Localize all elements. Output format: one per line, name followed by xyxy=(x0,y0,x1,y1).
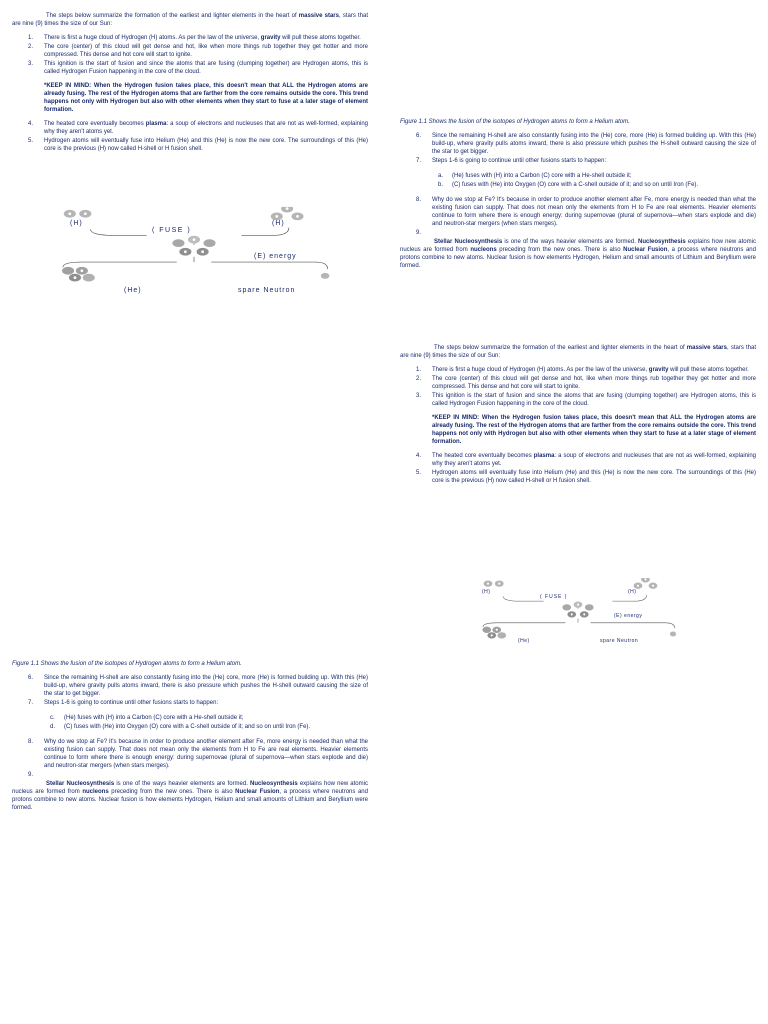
bold-term: Stellar Nucleosynthesis xyxy=(46,781,115,787)
step-number: 1. xyxy=(28,35,34,41)
keep-in-mind-note: *KEEP IN MIND: When the Hydrogen fusion takes place, this doesn't mean that ALL the Hydrogen atoms are already fusing. The rest of the Hydrogen atoms that are farther from the core remains outside the core. This trend happens not only with Hydrogen but also with other elements when they start to fuse at a later stage of element formation. xyxy=(44,83,368,113)
sub-step-text: (He) fuses with (H) into a Carbon (C) core with a He-shell outside it; xyxy=(452,173,632,179)
step-number: 6. xyxy=(28,675,34,681)
step-text: Steps 1-6 is going to continue until other fusions starts to happen: xyxy=(432,158,607,164)
sub-steps-list xyxy=(400,172,756,189)
intro-bold: massive stars xyxy=(686,345,727,351)
step-number: 2. xyxy=(28,44,34,50)
figure-caption: Figure 1.1 Shows the fusion of the isotopes of Hydrogen atoms to form a Helium atom. xyxy=(12,661,242,667)
bold-term: Nuclear Fusion xyxy=(623,247,668,253)
label-spare-neutron: spare Neutron xyxy=(600,638,639,644)
step-text: The core (center) of this cloud will get dense and hot, like when more things rub together they get hotter and more compressed. This dense and hot core will start to ignite. xyxy=(432,376,756,390)
para-text: explains how new atomic nucleus are formed from xyxy=(400,239,756,253)
label-energy: (E) energy xyxy=(614,613,643,619)
step-1 xyxy=(400,366,756,374)
para-text: , a process where neutrons and protons combine to new atoms. Nuclear fusion is how elements Hydrogen, Helium and small amounts of Lithium and Beryllium were formed. xyxy=(12,789,368,811)
step-text: Steps 1-6 is going to continue until other fusions starts to happen: xyxy=(44,700,219,706)
label-fuse: ( FUSE ) xyxy=(540,594,568,600)
step-text: The heated core eventually becomes xyxy=(432,453,534,459)
para-text: preceding from the new ones. There is also xyxy=(496,247,624,253)
bold-term: nucleons xyxy=(82,789,109,795)
intro-paragraph xyxy=(400,344,756,360)
step-text: This ignition is the start of fusion and since the atoms that are fusing (clumping together) are Hydrogen atoms, this is called Hydrogen Fusion happening in the core of the cloud. xyxy=(44,61,368,75)
sub-step-b xyxy=(400,181,756,189)
step-text: There is first a huge cloud of Hydrogen (H) atoms. As per the law of the universe, xyxy=(44,35,261,41)
steps-list-c xyxy=(400,132,756,165)
step-3 xyxy=(12,60,368,76)
steps-list-b xyxy=(400,452,756,485)
label-h-left: (H) xyxy=(70,220,83,227)
step-text-end: : a soup of electrons and nucleuses that are not as well-formed, explaining why they aren't atoms yet. xyxy=(44,121,368,135)
step-number: 9. xyxy=(28,772,34,778)
nucleosynthesis-paragraph xyxy=(12,780,368,812)
intro-text-end: , stars that are nine (9) times the size of our Sun: xyxy=(12,13,368,27)
step-number: 1. xyxy=(416,367,422,373)
sub-step-text: (C) fuses with (He) into Oxygen (O) core with a C-shell outside of it; and so on until Iron (Fe). xyxy=(64,724,311,730)
bold-term: Nuclear Fusion xyxy=(235,789,280,795)
step-number: 5. xyxy=(416,470,422,476)
label-h-right: (H) xyxy=(628,589,637,595)
step-6 xyxy=(400,132,756,156)
sub-step-text: (He) fuses with (H) into a Carbon (C) core with a He-shell outside it; xyxy=(64,715,244,721)
step-5 xyxy=(400,469,756,485)
steps-list-b xyxy=(12,120,368,153)
sub-step-d xyxy=(12,723,368,731)
right-column-bottom xyxy=(400,344,756,486)
sub-step-a xyxy=(400,172,756,180)
step-text: Since the remaining H-shell are also constantly fusing into the (He) core, more (He) is formed building up. With this (He) build-up, where gravity pulls atoms inward, there is also pressure which pushes the H-shell outward causing the size of the star to get bigger. xyxy=(44,675,368,697)
bold-term: nucleons xyxy=(470,247,497,253)
step-number: 4. xyxy=(28,121,34,127)
steps-list-a xyxy=(12,34,368,76)
step-8 xyxy=(12,738,368,770)
step-7 xyxy=(400,157,756,165)
para-text: , a process where neutrons and protons combine to new atoms. Nuclear fusion is how elements Hydrogen, Helium and small amounts of Lithium and Beryllium were formed. xyxy=(400,247,756,269)
para-text: is one of the ways heavier elements are formed. xyxy=(114,781,251,787)
step-4 xyxy=(400,452,756,468)
step-text: The core (center) of this cloud will get dense and hot, like when more things rub together they get hotter and more compressed. This dense and hot core will start to ignite. xyxy=(44,44,368,58)
step-text: There is first a huge cloud of Hydrogen (H) atoms. As per the law of the universe, xyxy=(432,367,649,373)
fusion-diagram-graphic xyxy=(56,204,332,296)
fusion-diagram-right xyxy=(478,578,678,648)
sub-step-letter: b. xyxy=(438,182,444,188)
steps-list-c xyxy=(12,674,368,707)
step-number: 6. xyxy=(416,133,422,139)
intro-text: The steps below summarize the formation of the earliest and lighter elements in the heart of xyxy=(46,13,299,19)
step-text: This ignition is the start of fusion and since the atoms that are fusing (clumping together) are Hydrogen atoms, this is called Hydrogen Fusion happening in the core of the cloud. xyxy=(432,393,756,407)
para-text: explains how new atomic nucleus are formed from xyxy=(12,781,368,795)
step-text-end: : a soup of electrons and nucleuses that are not as well-formed, explaining why they aren't atoms yet. xyxy=(432,453,756,467)
step-number: 5. xyxy=(28,138,34,144)
label-energy: (E) energy xyxy=(254,253,297,260)
step-number: 8. xyxy=(28,739,34,745)
step-text: Since the remaining H-shell are also constantly fusing into the (He) core, more (He) is formed building up. With this (He) build-up, where gravity pulls atoms inward, there is also pressure which pushes the H-shell outward causing the size of the star to get bigger. xyxy=(432,133,756,155)
label-spare-neutron: spare Neutron xyxy=(238,287,296,294)
intro-text-end: , stars that are nine (9) times the size of our Sun: xyxy=(400,345,756,359)
step-1 xyxy=(12,34,368,42)
step-number: 8. xyxy=(416,197,422,203)
step-number: 7. xyxy=(416,158,422,164)
intro-text: The steps below summarize the formation of the earliest and lighter elements in the heart of xyxy=(434,345,687,351)
step-2 xyxy=(12,43,368,59)
step-number: 9. xyxy=(416,230,422,236)
step-number: 7. xyxy=(28,700,34,706)
sub-step-letter: d. xyxy=(50,724,56,730)
label-h-right: (H) xyxy=(272,220,285,227)
step-text: The heated core eventually becomes xyxy=(44,121,146,127)
step-4 xyxy=(12,120,368,136)
sub-step-letter: a. xyxy=(438,173,444,179)
bold-term: Nucleosynthesis xyxy=(250,781,298,787)
step-text: Why do we stop at Fe? It's because in order to produce another element after Fe, more energy is needed than what the existing fusion can supply. That does not mean only the elements from H to Fe are real elements. Heavier elements continue to form where there is enough energy: during supernovae (plural of supernova—when stars explode and die) and neutron-star mergers (when stars merges). xyxy=(432,197,756,227)
step-number: 2. xyxy=(416,376,422,382)
step-text: Hydrogen atoms will eventually fuse into Helium (He) and this (He) is now the new core. The surroundings of this (He) core is the previous (H) now called H-shell or H fusion shell. xyxy=(44,138,368,152)
sub-step-letter: c. xyxy=(50,715,55,721)
left-column-top xyxy=(12,12,368,154)
step-bold: plasma xyxy=(145,121,167,127)
step-text: Why do we stop at Fe? It's because in order to produce another element after Fe, more energy is needed than what the existing fusion can supply. That does not mean only the elements from H to Fe are real elements. Heavier elements continue to form where there is enough energy: during supernovae (plural of supernova—when stars explode and die) and neutron-star mergers (when stars merges). xyxy=(44,739,368,769)
sub-steps-list xyxy=(12,714,368,731)
steps-list-a xyxy=(400,366,756,408)
step-number: 3. xyxy=(416,393,422,399)
step-2 xyxy=(400,375,756,391)
steps-list-d xyxy=(12,738,368,779)
step-8 xyxy=(400,196,756,228)
step-7 xyxy=(12,699,368,707)
step-bold: gravity xyxy=(260,35,281,41)
label-helium: (He) xyxy=(124,287,142,294)
intro-bold: massive stars xyxy=(298,13,339,19)
keep-in-mind-note: *KEEP IN MIND: When the Hydrogen fusion takes place, this doesn't mean that ALL the Hydrogen atoms are already fusing. The rest of the Hydrogen atoms that are farther from the core remains outside the core. This trend happens not only with Hydrogen but also with other elements when they start to fuse at a later stage of element formation. xyxy=(432,415,756,445)
bold-term: Stellar Nucleosynthesis xyxy=(434,239,503,245)
intro-paragraph xyxy=(12,12,368,28)
label-h-left: (H) xyxy=(482,589,491,595)
right-column-top xyxy=(400,118,756,270)
left-column-bottom xyxy=(12,660,368,812)
sub-step-text: (C) fuses with (He) into Oxygen (O) core with a C-shell outside of it; and so on until Iron (Fe). xyxy=(452,182,699,188)
step-number: 3. xyxy=(28,61,34,67)
step-text-end: will pull these atoms together. xyxy=(280,35,361,41)
step-3 xyxy=(400,392,756,408)
figure-caption: Figure 1.1 Shows the fusion of the isotopes of Hydrogen atoms to form a Helium atom. xyxy=(400,119,630,125)
nucleosynthesis-paragraph xyxy=(400,238,756,270)
step-text: Hydrogen atoms will eventually fuse into Helium (He) and this (He) is now the new core. The surroundings of this (He) core is the previous (H) now called H-shell or H fusion shell. xyxy=(432,470,756,484)
fusion-diagram-left xyxy=(56,204,332,296)
step-bold: gravity xyxy=(648,367,669,373)
para-text: preceding from the new ones. There is also xyxy=(108,789,236,795)
step-bold: plasma xyxy=(533,453,555,459)
step-9 xyxy=(12,771,368,779)
fusion-diagram-graphic xyxy=(478,578,678,648)
bold-term: Nucleosynthesis xyxy=(638,239,686,245)
sub-step-c xyxy=(12,714,368,722)
step-6 xyxy=(12,674,368,698)
step-number: 4. xyxy=(416,453,422,459)
step-text-end: will pull these atoms together. xyxy=(668,367,749,373)
steps-list-d xyxy=(400,196,756,237)
step-5 xyxy=(12,137,368,153)
step-9 xyxy=(400,229,756,237)
label-helium: (He) xyxy=(518,638,530,644)
label-fuse: ( FUSE ) xyxy=(152,227,192,234)
para-text: is one of the ways heavier elements are formed. xyxy=(502,239,639,245)
